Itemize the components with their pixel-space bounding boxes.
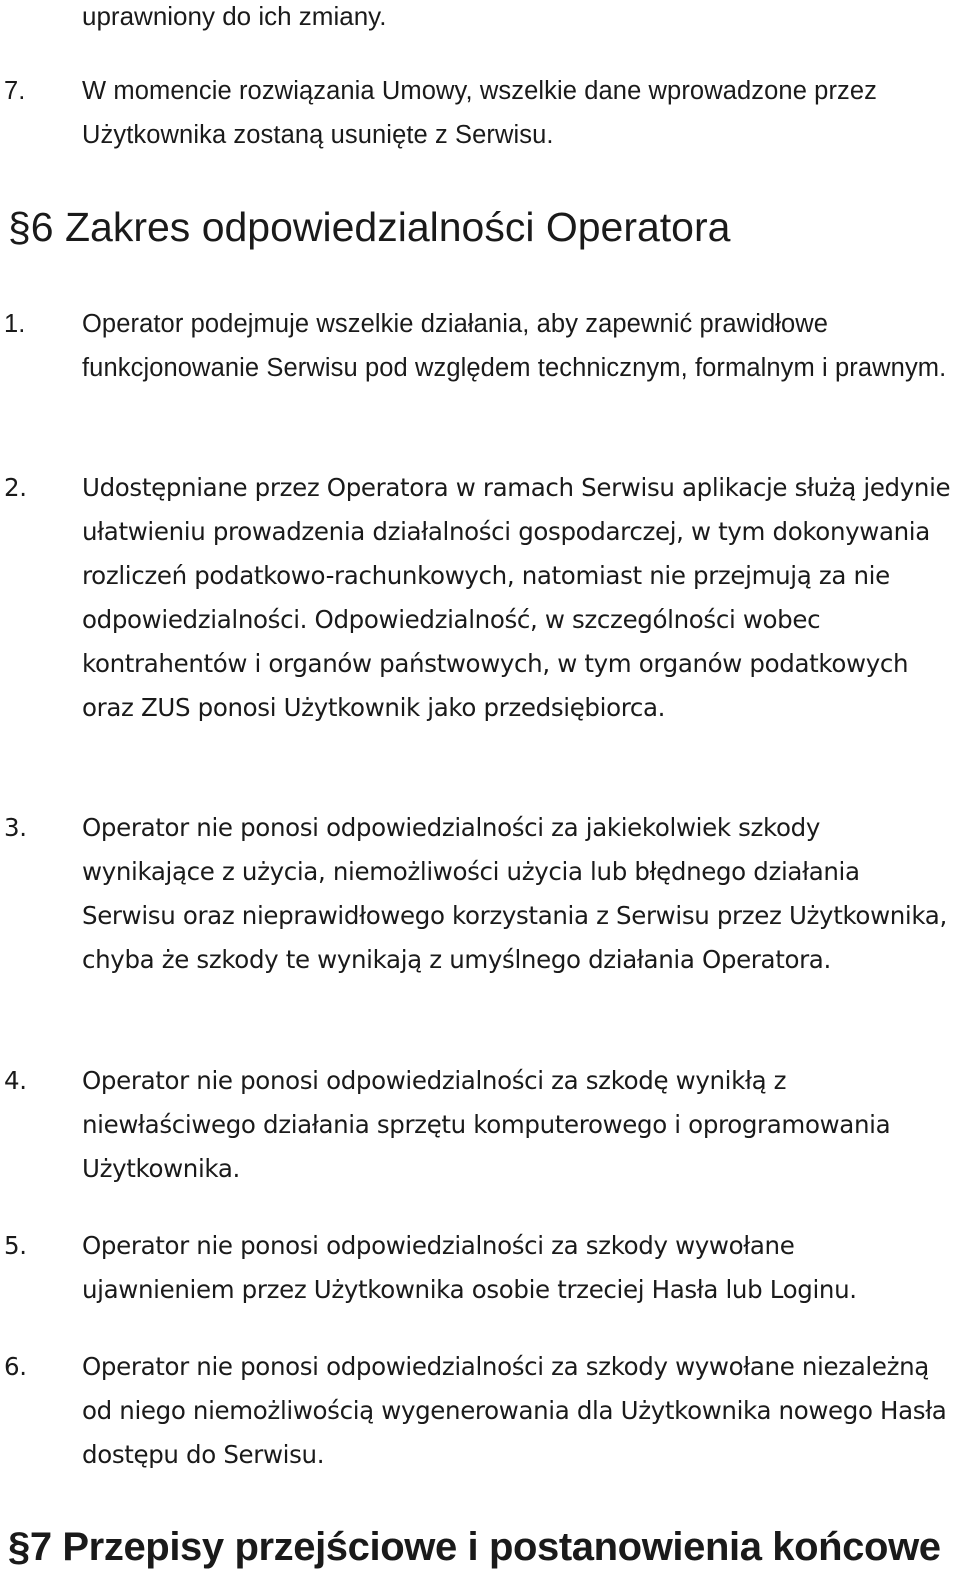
list-item-text: Operator podejmuje wszelkie działania, aby zapewnić prawidłowe funkcjonowanie Serwisu pod względem technicznym, formalnym i prawnym. xyxy=(82,310,947,382)
list-item-text: Udostępniane przez Operatora w ramach Serwisu aplikacje służą jedynie ułatwieniu prowadzenia działalności gospodarczej, w tym dokonywania rozliczeń podatkowo-rachunkowych, natomiast nie przejmują za nie odpowiedzialności. Odpowiedzialność, w szczególności wobec kontrahentów i organów państwowych, w tym organów podatkowych oraz ZUS ponosi Użytkownik jako przedsiębiorca. xyxy=(82,473,951,722)
section-7-heading: §7 Przepisy przejściowe i postanowienia końcowe xyxy=(8,1525,941,1569)
list-item-text: Operator nie ponosi odpowiedzialności za szkodę wynikłą z niewłaściwego działania sprzętu komputerowego i oprogramowania Użytkownika. xyxy=(82,1066,891,1183)
list-item-text: Operator nie ponosi odpowiedzialności za jakiekolwiek szkody wynikające z użycia, niemożliwości użycia lub błędnego działania Serwisu oraz nieprawidłowego korzystania z Serwisu przez Użytkownika, chyba że szkody te wynikają z umyślnego działania Operatora. xyxy=(82,813,947,974)
list-item-text: W momencie rozwiązania Umowy, wszelkie dane wprowadzone przez Użytkownika zostaną usunięte z Serwisu. xyxy=(82,77,878,149)
list-item-text: Operator nie ponosi odpowiedzialności za szkody wywołane niezależną od niego niemożliwością wygenerowania dla Użytkownika nowego Hasła dostępu do Serwisu. xyxy=(82,1352,947,1469)
section-6-heading: §6 Zakres odpowiedzialności Operatora xyxy=(8,204,731,250)
list-item-number: 2. xyxy=(4,473,27,502)
list-item-number: 3. xyxy=(4,813,27,842)
list-item-number: 5. xyxy=(4,1231,27,1260)
continued-text-fragment: uprawniony do ich zmiany. xyxy=(82,1,387,31)
list-item-number: 7. xyxy=(4,77,26,105)
list-item-number: 4. xyxy=(4,1066,27,1095)
list-item-number: 1. xyxy=(4,310,26,338)
list-item-text: Operator nie ponosi odpowiedzialności za szkody wywołane ujawnieniem przez Użytkownika osobie trzeciej Hasła lub Loginu. xyxy=(82,1231,857,1304)
list-item-number: 6. xyxy=(4,1352,27,1381)
